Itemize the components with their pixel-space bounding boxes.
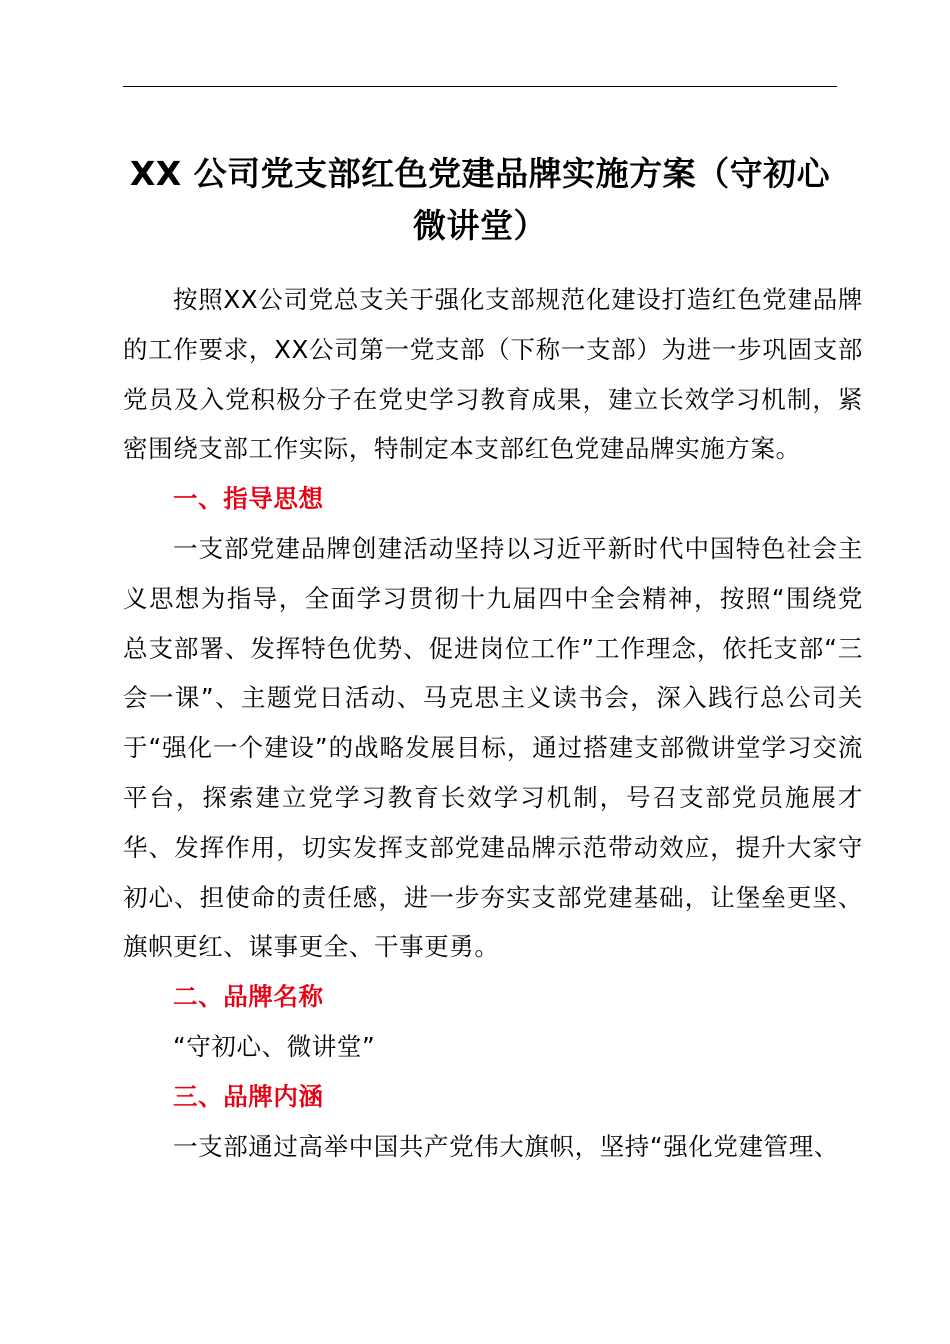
intro-paragraph: 按照XX公司党总支关于强化支部规范化建设打造红色党建品牌的工作要求，XX公司第一党支部（下称一支部）为进一步巩固支部党员及入党积极分子在党史学习教育成果，建立长效学习机制，紧密围绕支部工作实际，特制定本支部红色党建品牌实施方案。: [123, 285, 863, 464]
section-heading-guiding-thought: 一、指导思想: [173, 484, 324, 514]
header-rule: [123, 86, 837, 87]
document-title: XX 公司党支部红色党建品牌实施方案（守初心微讲堂）: [129, 154, 831, 245]
section-paragraph-guiding-thought: 一支部党建品牌创建活动坚持以习近平新时代中国特色社会主义思想为指导，全面学习贯彻十九届四中全会精神，按照“围绕党总支部署、发挥特色优势、促进岗位工作”工作理念，依托支部“三会一课”、主题党日活动、马克思主义读书会，深入践行总公司关于“强化一个建设”的战略发展目标，通过搭建支部微讲堂学习交流平台，探索建立党学习教育长效学习机制，号召支部党员施展才华、发挥作用，切实发挥支部党建品牌示范带动效应，提升大家守初心、担使命的责任感，进一步夯实支部党建基础，让堡垒更坚、旗帜更红、谋事更全、干事更勇。: [123, 533, 863, 962]
section-paragraph-brand-name: “守初心、微讲堂”: [173, 1031, 376, 1061]
section-heading-brand-name: 二、品牌名称: [173, 982, 324, 1012]
section-heading-brand-connotation: 三、品牌内涵: [173, 1081, 324, 1111]
document-body: [123, 275, 863, 1171]
section-paragraph-brand-connotation: 一支部通过高举中国共产党伟大旗帜，坚持“强化党建管理、: [173, 1131, 839, 1161]
